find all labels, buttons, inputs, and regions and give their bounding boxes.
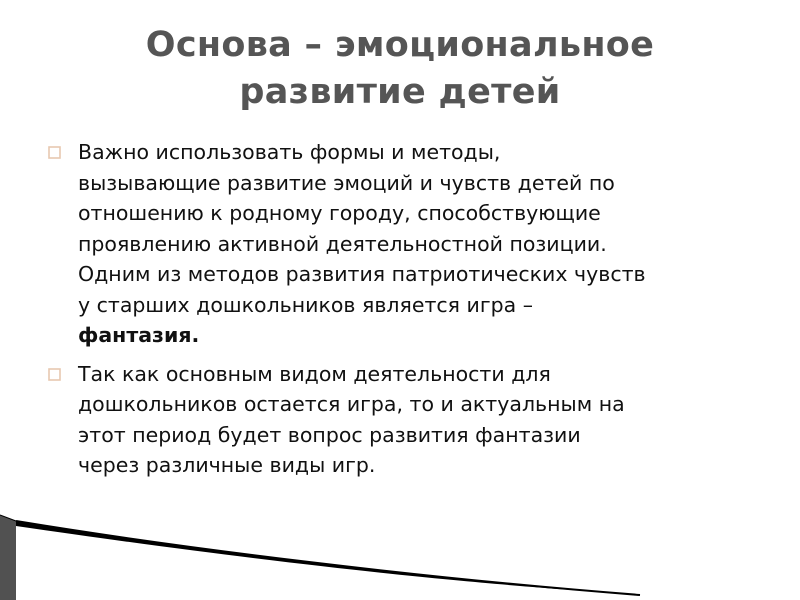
bullet-line: у старших дошкольников является игра – bbox=[78, 292, 533, 317]
bullet-line: через различные виды игр. bbox=[78, 453, 376, 477]
slide-title-line-1: Основа – эмоциональное bbox=[145, 25, 655, 65]
bullet-line: проявлению активной деятельностной позиции. bbox=[78, 231, 607, 256]
bullet-line: Одним из методов развития патриотических чувств bbox=[78, 262, 646, 286]
bullet-line: вызывающие развитие эмоций и чувств детей по bbox=[78, 170, 615, 195]
slide-title-line-2: развитие детей bbox=[239, 72, 561, 112]
bullet-line: этот период будет вопрос развития фантазии bbox=[78, 422, 581, 447]
bullet-bold-text: фантазия. bbox=[78, 323, 200, 347]
bullet-line: дошкольников остается игра, то и актуальным на bbox=[78, 392, 625, 416]
bullet-line: отношению к родному городу, способствующие bbox=[78, 201, 601, 225]
bullet-line: Так как основным видом деятельности для bbox=[78, 361, 551, 386]
bullet-line: Важно использовать формы и методы, bbox=[78, 140, 501, 164]
